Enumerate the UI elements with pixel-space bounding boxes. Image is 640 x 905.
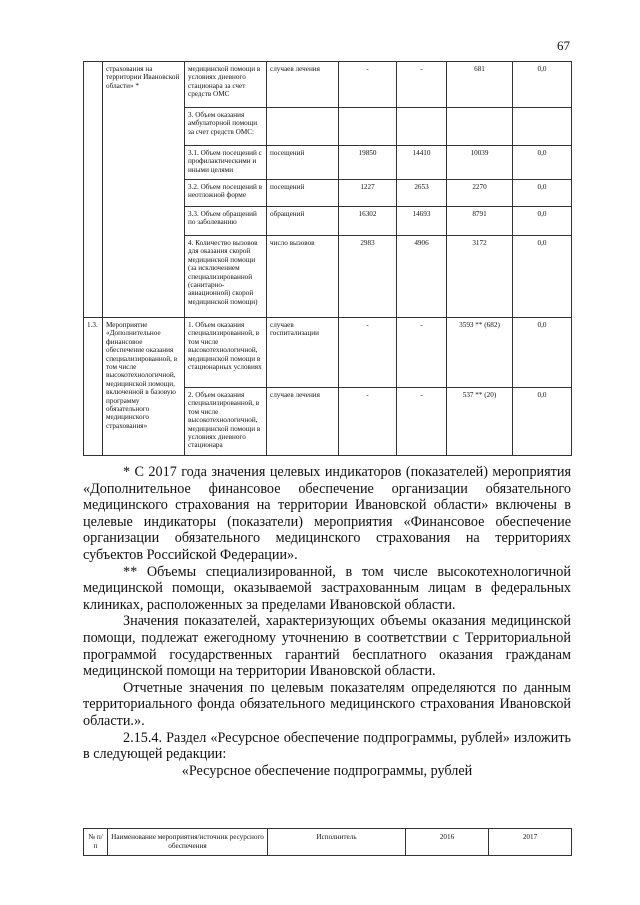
indicator-cell: 4. Количество вызовов для оказания скорой медицинской помощи (за исключением специализированной (санитарно-авиационной) скорой медицинской помощи) [185, 236, 267, 318]
value-cell: 1227 [339, 180, 397, 207]
resource-table [83, 828, 572, 856]
unit-cell: обращений [267, 207, 339, 236]
value-cell [513, 108, 572, 146]
page-number: 67 [557, 38, 570, 53]
value-cell [397, 108, 447, 146]
value-cell: - [397, 388, 447, 456]
value-cell: 3593 ** (682) [447, 318, 513, 388]
unit-cell: посещений [267, 180, 339, 207]
event-cell: страхования на территории Ивановской области» * [103, 62, 185, 318]
indicator-cell: 1. Объем оказания специализированной, в том числе высокотехнологичной, медицинской помощи в стационарных условиях [185, 318, 267, 388]
indicator-cell: 3. Объем оказания амбулаторной помощи за счет средств ОМС: [185, 108, 267, 146]
value-cell: 0,0 [513, 318, 572, 388]
value-cell: 10039 [447, 146, 513, 180]
value-cell: 2983 [339, 236, 397, 318]
header-cell: 2016 [406, 829, 489, 856]
value-cell: 681 [447, 62, 513, 108]
unit-cell: случаев лечения [267, 62, 339, 108]
value-cell: - [397, 318, 447, 388]
unit-cell: случаев лечения [267, 388, 339, 456]
value-cell: - [339, 318, 397, 388]
table-row [84, 318, 572, 388]
value-cell [339, 108, 397, 146]
unit-cell: случаев госпитализации [267, 318, 339, 388]
value-cell: 16302 [339, 207, 397, 236]
value-cell: 2653 [397, 180, 447, 207]
paragraph: Отчетные значения по целевым показателям определяются по данным территориального фонда обязательного медицинского страхования Ивановской области.». [83, 679, 571, 729]
value-cell [447, 108, 513, 146]
value-cell: 8791 [447, 207, 513, 236]
footnote-two: ** Объемы специализированной, в том числе высокотехнологичной медицинской помощи, оказываемой застрахованным лицам в федеральных клиниках, расположенных за пределами Ивановской области. [83, 563, 571, 613]
footnote-one: * С 2017 года значения целевых индикаторов (показателей) мероприятия «Дополнительное финансовое обеспечение организации обязательного медицинского страхования на территории Ивановской области» включены в целевые индикаторы (показатели) мероприятия «Финансовое обеспечение организации обязательного медицинского страхования на территориях субъектов Российской Федерации». [83, 464, 571, 563]
value-cell: 0,0 [513, 207, 572, 236]
row-number-cell [84, 62, 103, 318]
value-cell: 0,0 [513, 146, 572, 180]
header-cell: № п/п [84, 829, 108, 856]
indicators-table [83, 61, 572, 456]
value-cell: - [339, 388, 397, 456]
table-row [84, 62, 572, 108]
header-cell: 2017 [489, 829, 572, 856]
value-cell: 0,0 [513, 62, 572, 108]
unit-cell: посещений [267, 146, 339, 180]
value-cell: 19850 [339, 146, 397, 180]
header-cell: Наименование мероприятия/источник ресурсного обеспечения [108, 829, 268, 856]
unit-cell [267, 108, 339, 146]
indicator-cell: медицинской помощи в условиях дневного стационара за счет средств ОМС [185, 62, 267, 108]
table-header-row [84, 829, 572, 856]
value-cell: 2270 [447, 180, 513, 207]
value-cell: - [397, 62, 447, 108]
value-cell: 3172 [447, 236, 513, 318]
indicator-cell: 2. Объем оказания специализированной, в том числе высокотехнологичной, медицинской помощи в условиях дневного стационара [185, 388, 267, 456]
value-cell: 0,0 [513, 388, 572, 456]
body-text [83, 464, 571, 779]
indicator-cell: 3.2. Объем посещений в неотложной форме [185, 180, 267, 207]
unit-cell: число вызовов [267, 236, 339, 318]
value-cell: - [339, 62, 397, 108]
value-cell: 14693 [397, 207, 447, 236]
header-cell: Исполнитель [268, 829, 406, 856]
value-cell: 4906 [397, 236, 447, 318]
indicator-cell: 3.1. Объем посещений с профилактическими и иными целями [185, 146, 267, 180]
value-cell: 0,0 [513, 236, 572, 318]
value-cell: 0,0 [513, 180, 572, 207]
value-cell: 537 ** (20) [447, 388, 513, 456]
indicator-cell: 3.3. Объем обращений по заболеванию [185, 207, 267, 236]
paragraph: 2.15.4. Раздел «Ресурсное обеспечение подпрограммы, рублей» изложить в следующей редакции: [83, 729, 571, 763]
value-cell: 14410 [397, 146, 447, 180]
row-number-cell: 1.3. [84, 318, 103, 456]
paragraph: Значения показателей, характеризующих объемы оказания медицинской помощи, подлежат ежегодному уточнению в соответствии с Территориальной программой государственных гарантий бесплатного оказания гражданам медицинской помощи на территории Ивановской области. [83, 613, 571, 680]
event-cell: Мероприятие «Дополнительное финансовое обеспечение оказания специализированной, в том числе высокотехнологичной, медицинской помощи, включенной в базовую программу обязательного медицинского страхования» [103, 318, 185, 456]
resource-heading: «Ресурсное обеспечение подпрограммы, рублей [181, 762, 473, 779]
